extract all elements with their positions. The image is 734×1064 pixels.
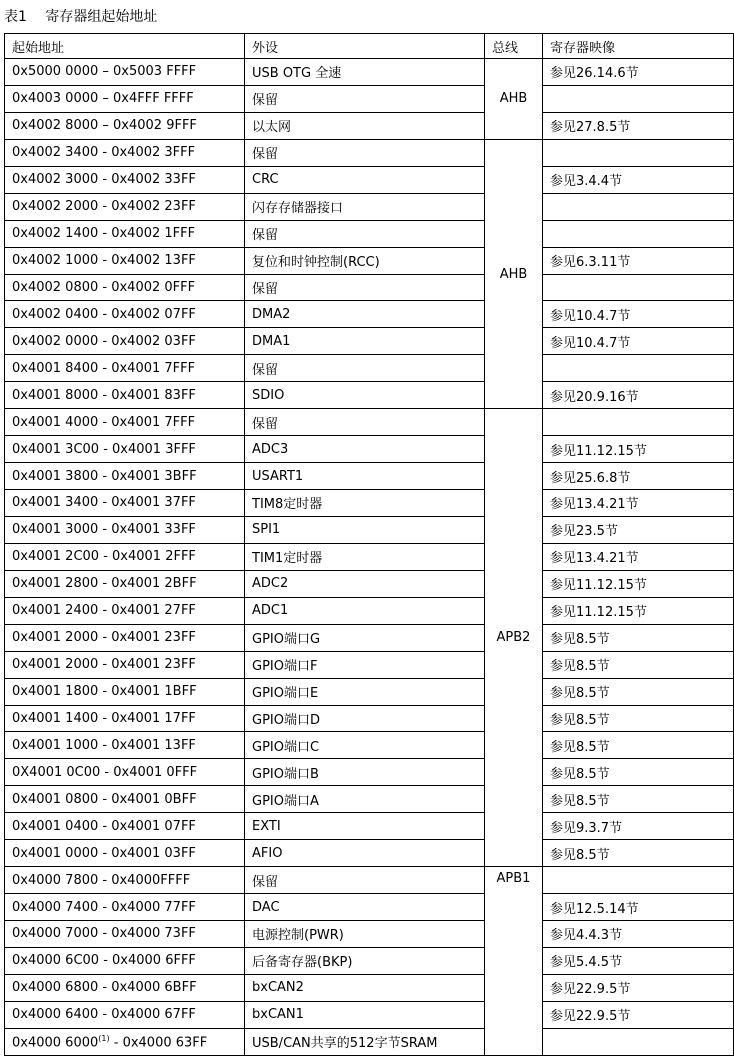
table-row bbox=[5, 678, 734, 705]
start-address-cell: 0x4001 2800 - 0x4001 2BFF bbox=[5, 570, 245, 597]
peripheral-cell: 闪存存储器接口 bbox=[245, 193, 485, 220]
register-map-cell: 参见12.5.14节 bbox=[543, 894, 734, 921]
peripheral-cell: 电源控制(PWR) bbox=[245, 921, 485, 948]
start-address-cell: 0x4001 0400 - 0x4001 07FF bbox=[5, 813, 245, 840]
table-body bbox=[5, 59, 734, 1056]
start-address-cell: 0x4002 1000 - 0x4002 13FF bbox=[5, 247, 245, 274]
table-row bbox=[5, 112, 734, 139]
register-map-cell: 参见8.5节 bbox=[543, 786, 734, 813]
peripheral-cell: DMA1 bbox=[245, 328, 485, 355]
start-address-cell: 0x4002 3000 - 0x4002 33FF bbox=[5, 166, 245, 193]
table-row bbox=[5, 1028, 734, 1055]
peripheral-cell: GPIO端口G bbox=[245, 624, 485, 651]
register-map-cell: 参见11.12.15节 bbox=[543, 436, 734, 463]
header-start-address: 起始地址 bbox=[5, 34, 245, 59]
peripheral-cell: 复位和时钟控制(RCC) bbox=[245, 247, 485, 274]
table-row bbox=[5, 139, 734, 166]
start-address-cell: 0x4001 3000 - 0x4001 33FF bbox=[5, 516, 245, 543]
register-map-cell: 参见8.5节 bbox=[543, 732, 734, 759]
register-map-cell bbox=[543, 1028, 734, 1055]
register-map-cell bbox=[543, 274, 734, 301]
start-address-cell: 0x4002 8000 – 0x4002 9FFF bbox=[5, 112, 245, 139]
register-map-cell: 参见8.5节 bbox=[543, 678, 734, 705]
start-address-cell: 0x4001 0800 - 0x4001 0BFF bbox=[5, 786, 245, 813]
register-map-cell: 参见10.4.7节 bbox=[543, 301, 734, 328]
peripheral-cell: USB/CAN共享的512字节SRAM bbox=[245, 1028, 485, 1055]
peripheral-cell: 保留 bbox=[245, 274, 485, 301]
register-map-cell: 参见11.12.15节 bbox=[543, 570, 734, 597]
register-address-table bbox=[4, 33, 734, 1056]
peripheral-cell: 保留 bbox=[245, 867, 485, 894]
bus-cell: APB2 bbox=[485, 409, 543, 867]
register-map-cell: 参见8.5节 bbox=[543, 651, 734, 678]
start-address-cell: 0X4001 0C00 - 0x4001 0FFF bbox=[5, 759, 245, 786]
table-row bbox=[5, 894, 734, 921]
register-map-cell: 参见22.9.5节 bbox=[543, 974, 734, 1001]
table-row bbox=[5, 759, 734, 786]
peripheral-cell: bxCAN1 bbox=[245, 1001, 485, 1028]
register-map-cell: 参见13.4.21节 bbox=[543, 490, 734, 517]
start-address-cell: 0x4002 2000 - 0x4002 23FF bbox=[5, 193, 245, 220]
start-address-cell: 0x4000 6800 - 0x4000 6BFF bbox=[5, 974, 245, 1001]
register-map-cell: 参见6.3.11节 bbox=[543, 247, 734, 274]
bus-cell: AHB bbox=[485, 59, 543, 140]
peripheral-cell: GPIO端口C bbox=[245, 732, 485, 759]
register-map-cell: 参见10.4.7节 bbox=[543, 328, 734, 355]
table-row bbox=[5, 570, 734, 597]
register-map-cell: 参见25.6.8节 bbox=[543, 463, 734, 490]
register-map-cell: 参见9.3.7节 bbox=[543, 813, 734, 840]
start-address-cell: 0x4001 2000 - 0x4001 23FF bbox=[5, 624, 245, 651]
peripheral-cell: DAC bbox=[245, 894, 485, 921]
peripheral-cell: USART1 bbox=[245, 463, 485, 490]
table-row bbox=[5, 1001, 734, 1028]
register-map-cell: 参见20.9.16节 bbox=[543, 382, 734, 409]
footnote-marker: (1) bbox=[98, 1033, 110, 1043]
start-address-cell: 0x4001 1400 - 0x4001 17FF bbox=[5, 705, 245, 732]
register-map-cell: 参见8.5节 bbox=[543, 840, 734, 867]
table-row bbox=[5, 947, 734, 974]
peripheral-cell: EXTI bbox=[245, 813, 485, 840]
start-address-cell: 0x4001 1000 - 0x4001 13FF bbox=[5, 732, 245, 759]
table-row bbox=[5, 220, 734, 247]
peripheral-cell: SDIO bbox=[245, 382, 485, 409]
table-row bbox=[5, 651, 734, 678]
table-row bbox=[5, 597, 734, 624]
peripheral-cell: GPIO端口B bbox=[245, 759, 485, 786]
table-row bbox=[5, 409, 734, 436]
table-row bbox=[5, 166, 734, 193]
start-address-cell: 0x4000 6400 - 0x4000 67FF bbox=[5, 1001, 245, 1028]
table-row bbox=[5, 732, 734, 759]
peripheral-cell: ADC2 bbox=[245, 570, 485, 597]
register-map-cell: 参见8.5节 bbox=[543, 624, 734, 651]
table-row bbox=[5, 355, 734, 382]
table-row bbox=[5, 974, 734, 1001]
table-row bbox=[5, 436, 734, 463]
register-map-cell: 参见11.12.15节 bbox=[543, 597, 734, 624]
start-address-cell: 0x5000 0000 – 0x5003 FFFF bbox=[5, 59, 245, 86]
table-row bbox=[5, 516, 734, 543]
start-address-cell: 0x4001 2000 - 0x4001 23FF bbox=[5, 651, 245, 678]
start-address-cell: 0x4002 0800 - 0x4002 0FFF bbox=[5, 274, 245, 301]
peripheral-cell: 保留 bbox=[245, 85, 485, 112]
peripheral-cell: ADC1 bbox=[245, 597, 485, 624]
start-address-cell: 0x4001 3800 - 0x4001 3BFF bbox=[5, 463, 245, 490]
register-map-cell: 参见8.5节 bbox=[543, 759, 734, 786]
start-address-cell: 0x4000 7400 - 0x4000 77FF bbox=[5, 894, 245, 921]
start-address-cell: 0x4001 8400 - 0x4001 7FFF bbox=[5, 355, 245, 382]
peripheral-cell: 保留 bbox=[245, 355, 485, 382]
peripheral-cell: GPIO端口A bbox=[245, 786, 485, 813]
peripheral-cell: ADC3 bbox=[245, 436, 485, 463]
table-row bbox=[5, 59, 734, 86]
header-bus: 总线 bbox=[485, 34, 543, 59]
register-map-cell bbox=[543, 409, 734, 436]
register-map-cell: 参见3.4.4节 bbox=[543, 166, 734, 193]
peripheral-cell: SPI1 bbox=[245, 516, 485, 543]
start-address-cell: 0x4002 3400 - 0x4002 3FFF bbox=[5, 139, 245, 166]
table-row bbox=[5, 382, 734, 409]
register-map-cell: 参见4.4.3节 bbox=[543, 921, 734, 948]
peripheral-cell: 保留 bbox=[245, 220, 485, 247]
peripheral-cell: USB OTG 全速 bbox=[245, 59, 485, 86]
register-map-cell bbox=[543, 85, 734, 112]
peripheral-cell: GPIO端口E bbox=[245, 678, 485, 705]
register-map-cell bbox=[543, 193, 734, 220]
start-address-cell: 0x4002 0000 - 0x4002 03FF bbox=[5, 328, 245, 355]
peripheral-cell: TIM8定时器 bbox=[245, 490, 485, 517]
start-address-cell: 0x4001 4000 - 0x4001 7FFF bbox=[5, 409, 245, 436]
peripheral-cell: 后备寄存器(BKP) bbox=[245, 947, 485, 974]
start-address-cell: 0x4001 3400 - 0x4001 37FF bbox=[5, 490, 245, 517]
table-row bbox=[5, 274, 734, 301]
register-map-cell bbox=[543, 220, 734, 247]
table-row bbox=[5, 813, 734, 840]
table-row bbox=[5, 867, 734, 894]
start-address-cell: 0x4003 0000 – 0x4FFF FFFF bbox=[5, 85, 245, 112]
table-row bbox=[5, 328, 734, 355]
table-row bbox=[5, 193, 734, 220]
table-caption: 表1 寄存器组起始地址 bbox=[4, 9, 158, 25]
header-register-map: 寄存器映像 bbox=[543, 34, 734, 59]
start-address-cell: 0x4000 7800 - 0x4000FFFF bbox=[5, 867, 245, 894]
address-start: 0x4000 6000 bbox=[12, 1034, 99, 1050]
table-row bbox=[5, 921, 734, 948]
register-map-cell: 参见26.14.6节 bbox=[543, 59, 734, 86]
peripheral-cell: bxCAN2 bbox=[245, 974, 485, 1001]
table-row bbox=[5, 85, 734, 112]
bus-cell: AHB bbox=[485, 139, 543, 408]
register-map-cell: 参见23.5节 bbox=[543, 516, 734, 543]
peripheral-cell: GPIO端口D bbox=[245, 705, 485, 732]
table-row bbox=[5, 840, 734, 867]
start-address-cell: 0x4001 1800 - 0x4001 1BFF bbox=[5, 678, 245, 705]
peripheral-cell: AFIO bbox=[245, 840, 485, 867]
table-row bbox=[5, 463, 734, 490]
peripheral-cell: GPIO端口F bbox=[245, 651, 485, 678]
start-address-cell: 0x4000 6C00 - 0x4000 6FFF bbox=[5, 947, 245, 974]
peripheral-cell: CRC bbox=[245, 166, 485, 193]
peripheral-cell: 以太网 bbox=[245, 112, 485, 139]
start-address-cell: 0x4000 7000 - 0x4000 73FF bbox=[5, 921, 245, 948]
table-row bbox=[5, 786, 734, 813]
register-map-cell: 参见8.5节 bbox=[543, 705, 734, 732]
register-map-cell: 参见5.4.5节 bbox=[543, 947, 734, 974]
peripheral-cell: 保留 bbox=[245, 409, 485, 436]
table-row bbox=[5, 247, 734, 274]
peripheral-cell: 保留 bbox=[245, 139, 485, 166]
register-map-cell: 参见13.4.21节 bbox=[543, 543, 734, 570]
table-row bbox=[5, 705, 734, 732]
header-peripheral: 外设 bbox=[245, 34, 485, 59]
start-address-cell: 0x4001 0000 - 0x4001 03FF bbox=[5, 840, 245, 867]
table-row bbox=[5, 301, 734, 328]
register-map-cell bbox=[543, 139, 734, 166]
table-row bbox=[5, 624, 734, 651]
register-map-cell: 参见22.9.5节 bbox=[543, 1001, 734, 1028]
register-map-cell bbox=[543, 867, 734, 894]
bus-cell: APB1 bbox=[485, 867, 543, 1056]
start-address-cell: 0x4002 1400 - 0x4002 1FFF bbox=[5, 220, 245, 247]
table-header-row bbox=[5, 34, 734, 59]
register-map-cell: 参见27.8.5节 bbox=[543, 112, 734, 139]
table-row bbox=[5, 490, 734, 517]
address-end: - 0x4000 63FF bbox=[109, 1034, 208, 1050]
start-address-cell: 0x4001 8000 - 0x4001 83FF bbox=[5, 382, 245, 409]
start-address-cell: 0x4001 2400 - 0x4001 27FF bbox=[5, 597, 245, 624]
peripheral-cell: TIM1定时器 bbox=[245, 543, 485, 570]
start-address-cell: 0x4002 0400 - 0x4002 07FF bbox=[5, 301, 245, 328]
peripheral-cell: DMA2 bbox=[245, 301, 485, 328]
table-row bbox=[5, 543, 734, 570]
register-map-cell bbox=[543, 355, 734, 382]
start-address-cell: 0x4001 3C00 - 0x4001 3FFF bbox=[5, 436, 245, 463]
start-address-cell: 0x4001 2C00 - 0x4001 2FFF bbox=[5, 543, 245, 570]
start-address-cell bbox=[5, 1028, 245, 1055]
